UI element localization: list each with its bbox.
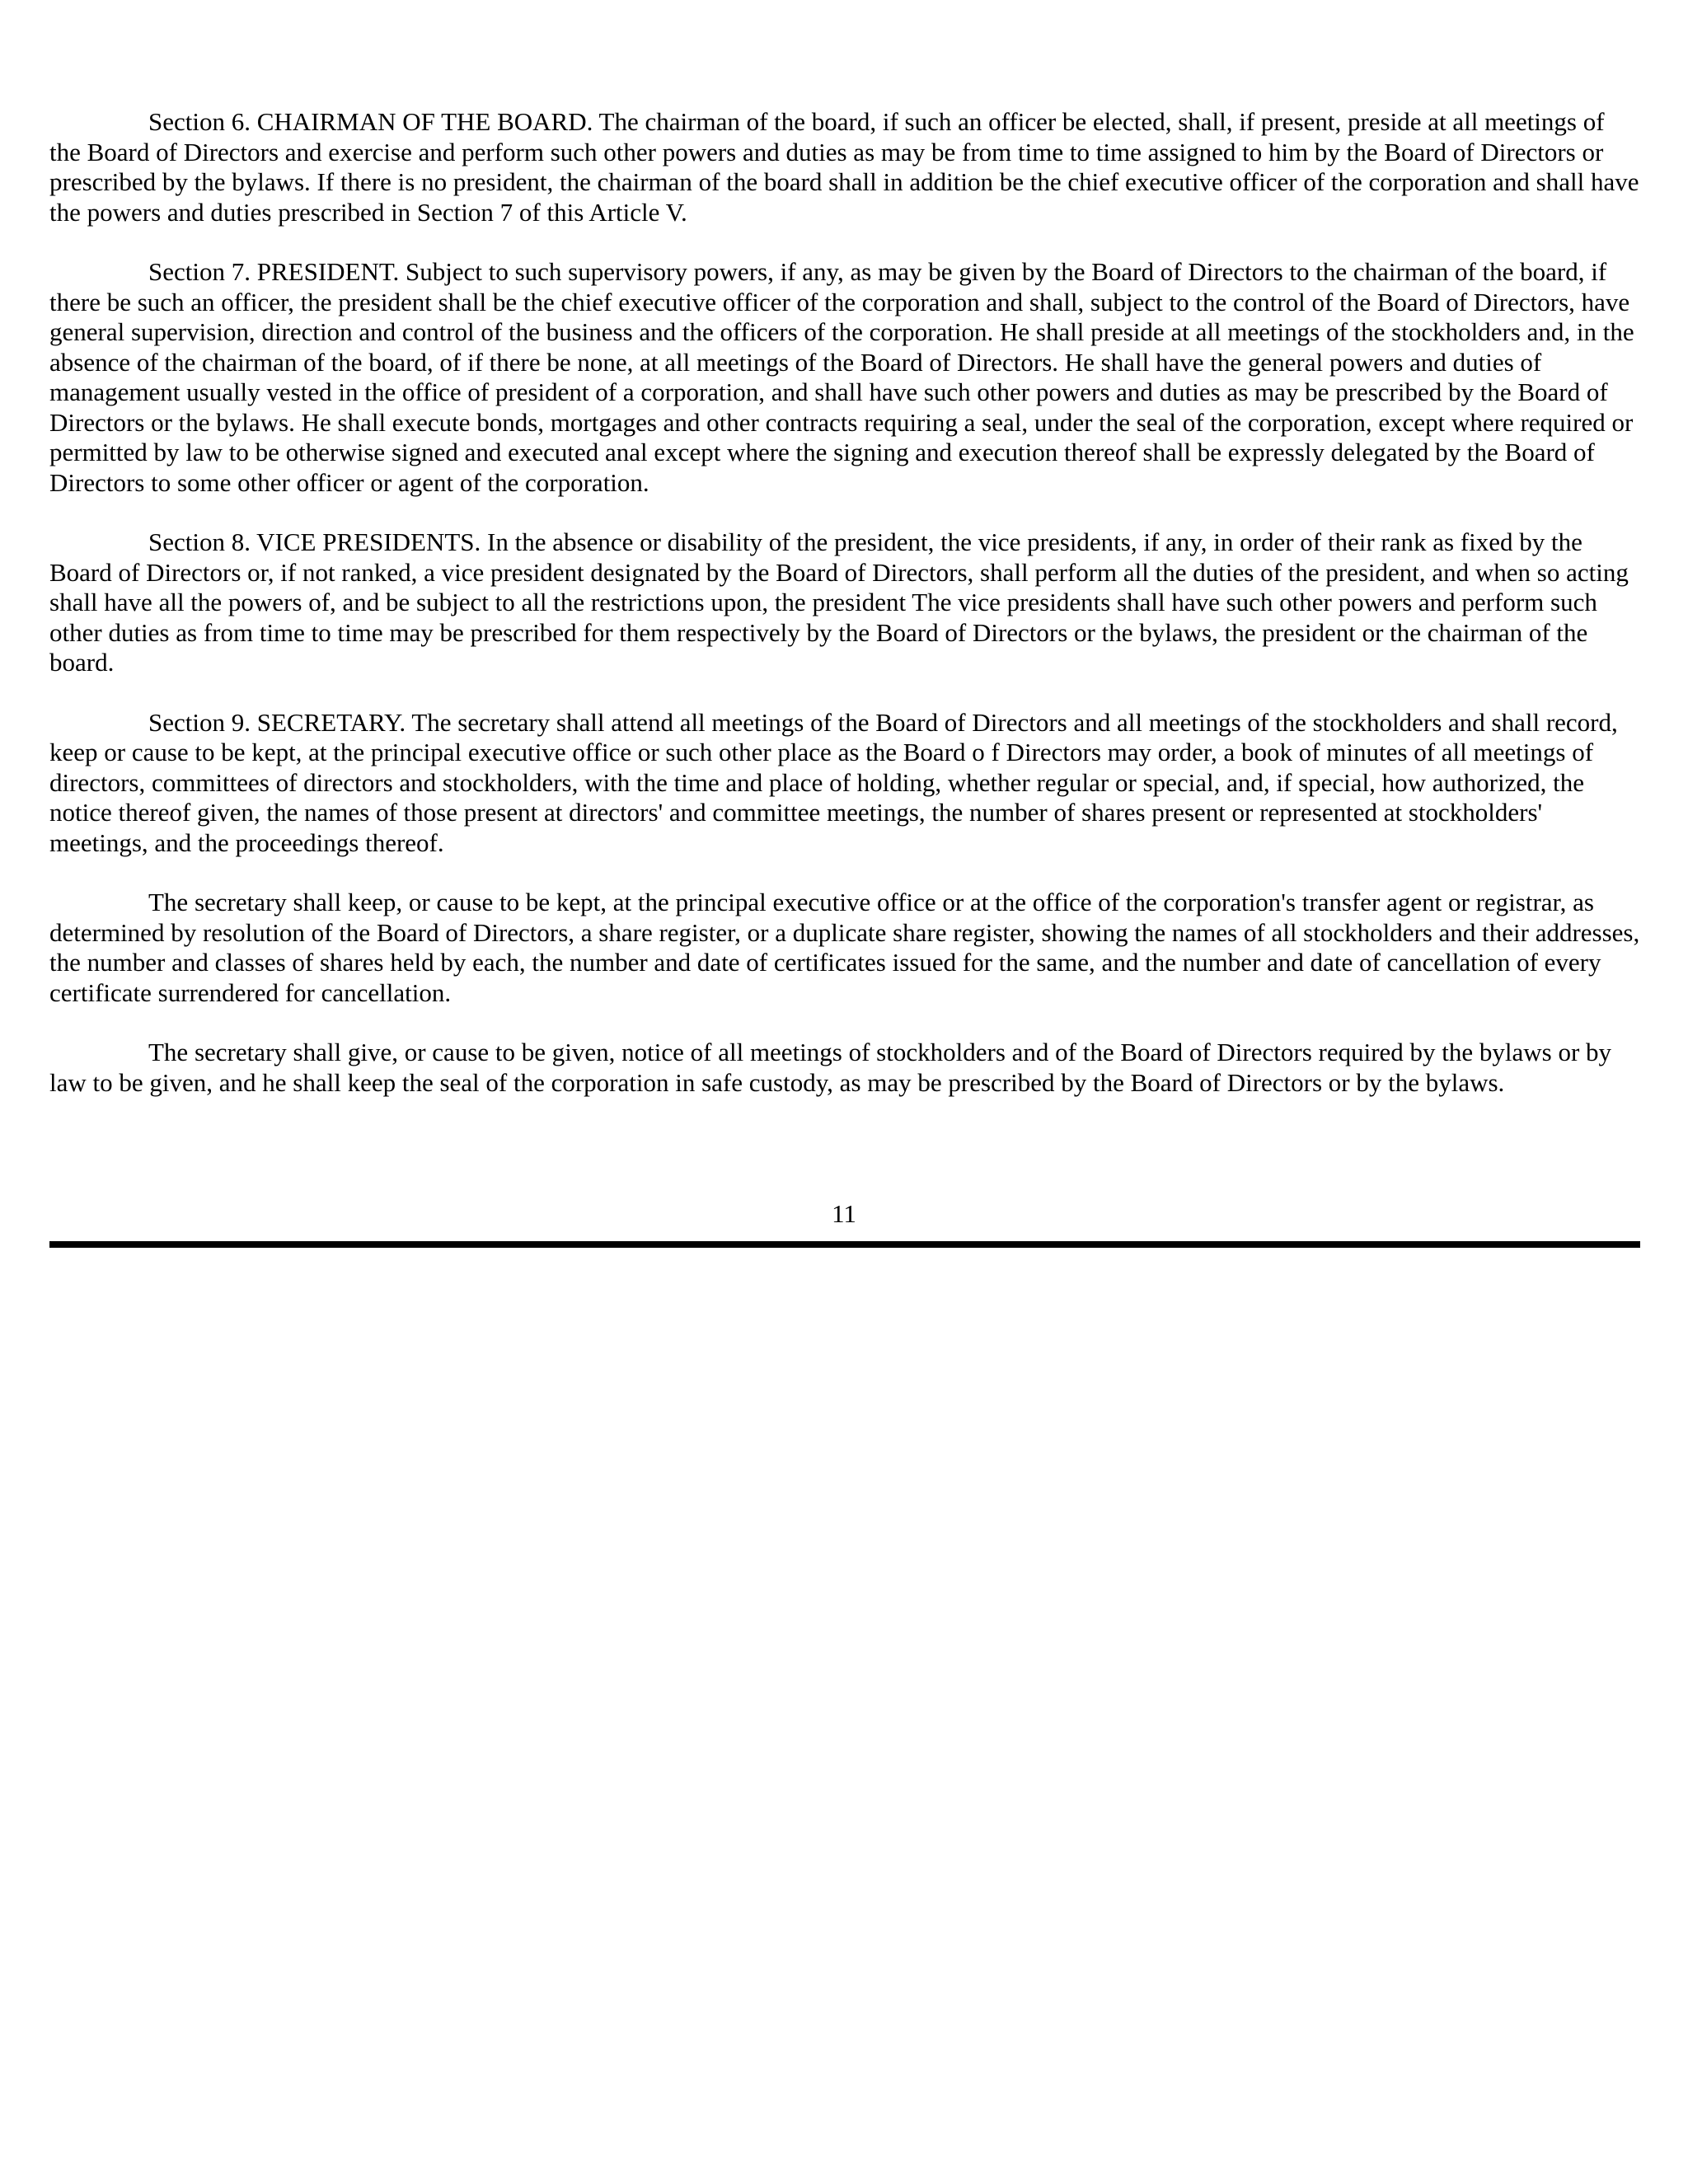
document-page bbox=[49, 107, 1640, 1127]
secretary-share-register-paragraph: The secretary shall keep, or cause to be kept, at the principal executive office or at the office of the corporation's transfer agent or registrar, as determined by resolution of the Board of Directors, a share register, or a duplicate share register, showing the names of all stockholders and their addresses, the number and classes of shares held by each, the number and date of certificates issued for the same, and the number and date of cancellation of every certificate surrendered for cancellation. bbox=[49, 888, 1640, 1007]
section-6-chairman-paragraph: Section 6. CHAIRMAN OF THE BOARD. The chairman of the board, if such an officer be elected, shall, if present, preside at all meetings of the Board of Directors and exercise and perform such other powers and duties as may be from time to time assigned to him by the Board of Directors or prescribed by the bylaws. If there is no president, the chairman of the board shall in addition be the chief executive officer of the corporation and shall have the powers and duties prescribed in Section 7 of this Article V. bbox=[49, 107, 1639, 227]
section-9-secretary-paragraph: Section 9. SECRETARY. The secretary shall attend all meetings of the Board of Directors and all meetings of the stockholders and shall record, keep or cause to be kept, at the principal executive office or such other place as the Board o f Directors may order, a book of minutes of all meetings of directors, committees of directors and stockholders, with the time and place of holding, whether regular or special, and, if special, how authorized, the notice thereof given, the names of those present at directors' and committee meetings, the number of shares present or represented at stockholders' meetings, and the proceedings thereof. bbox=[49, 707, 1618, 857]
section-8-vice-presidents-paragraph: Section 8. VICE PRESIDENTS. In the absence or disability of the president, the vice presidents, if any, in order of their rank as fixed by the Board of Directors or, if not ranked, a vice president designated by the Board of Directors, shall perform all the duties of the president, and when so acting shall have all the powers of, and be subject to all the restrictions upon, the president The vice presidents shall have such other powers and perform such other duties as from time to time may be prescribed for them respectively by the Board of Directors or the bylaws, the president or the chairman of the board. bbox=[49, 527, 1629, 677]
footer-rule bbox=[49, 1241, 1640, 1248]
page-number: 11 bbox=[832, 1199, 856, 1228]
section-7-president-paragraph: Section 7. PRESIDENT. Subject to such supervisory powers, if any, as may be given by the Board of Directors to the chairman of the board, if there be such an officer, the president shall be the chief executive officer of the corporation and shall, subject to the control of the Board of Directors, have general supervision, direction and control of the business and the officers of the corporation. He shall preside at all meetings of the stockholders and, in the absence of the chairman of the board, of if there be none, at all meetings of the Board of Directors. He shall have the general powers and duties of management usually vested in the office of president of a corporation, and shall have such other powers and duties as may be prescribed by the Board of Directors or the bylaws. He shall execute bonds, mortgages and other contracts requiring a seal, under the seal of the corporation, except where required or permitted by law to be otherwise signed and executed anal except where the signing and execution thereof shall be expressly delegated by the Board of Directors to some other officer or agent of the corporation. bbox=[49, 257, 1634, 497]
secretary-notice-paragraph: The secretary shall give, or cause to be given, notice of all meetings of stockholders and of the Board of Directors required by the bylaws or by law to be given, and he shall keep the seal of the corporation in safe custody, as may be prescribed by the Board of Directors or by the bylaws. bbox=[49, 1038, 1612, 1097]
